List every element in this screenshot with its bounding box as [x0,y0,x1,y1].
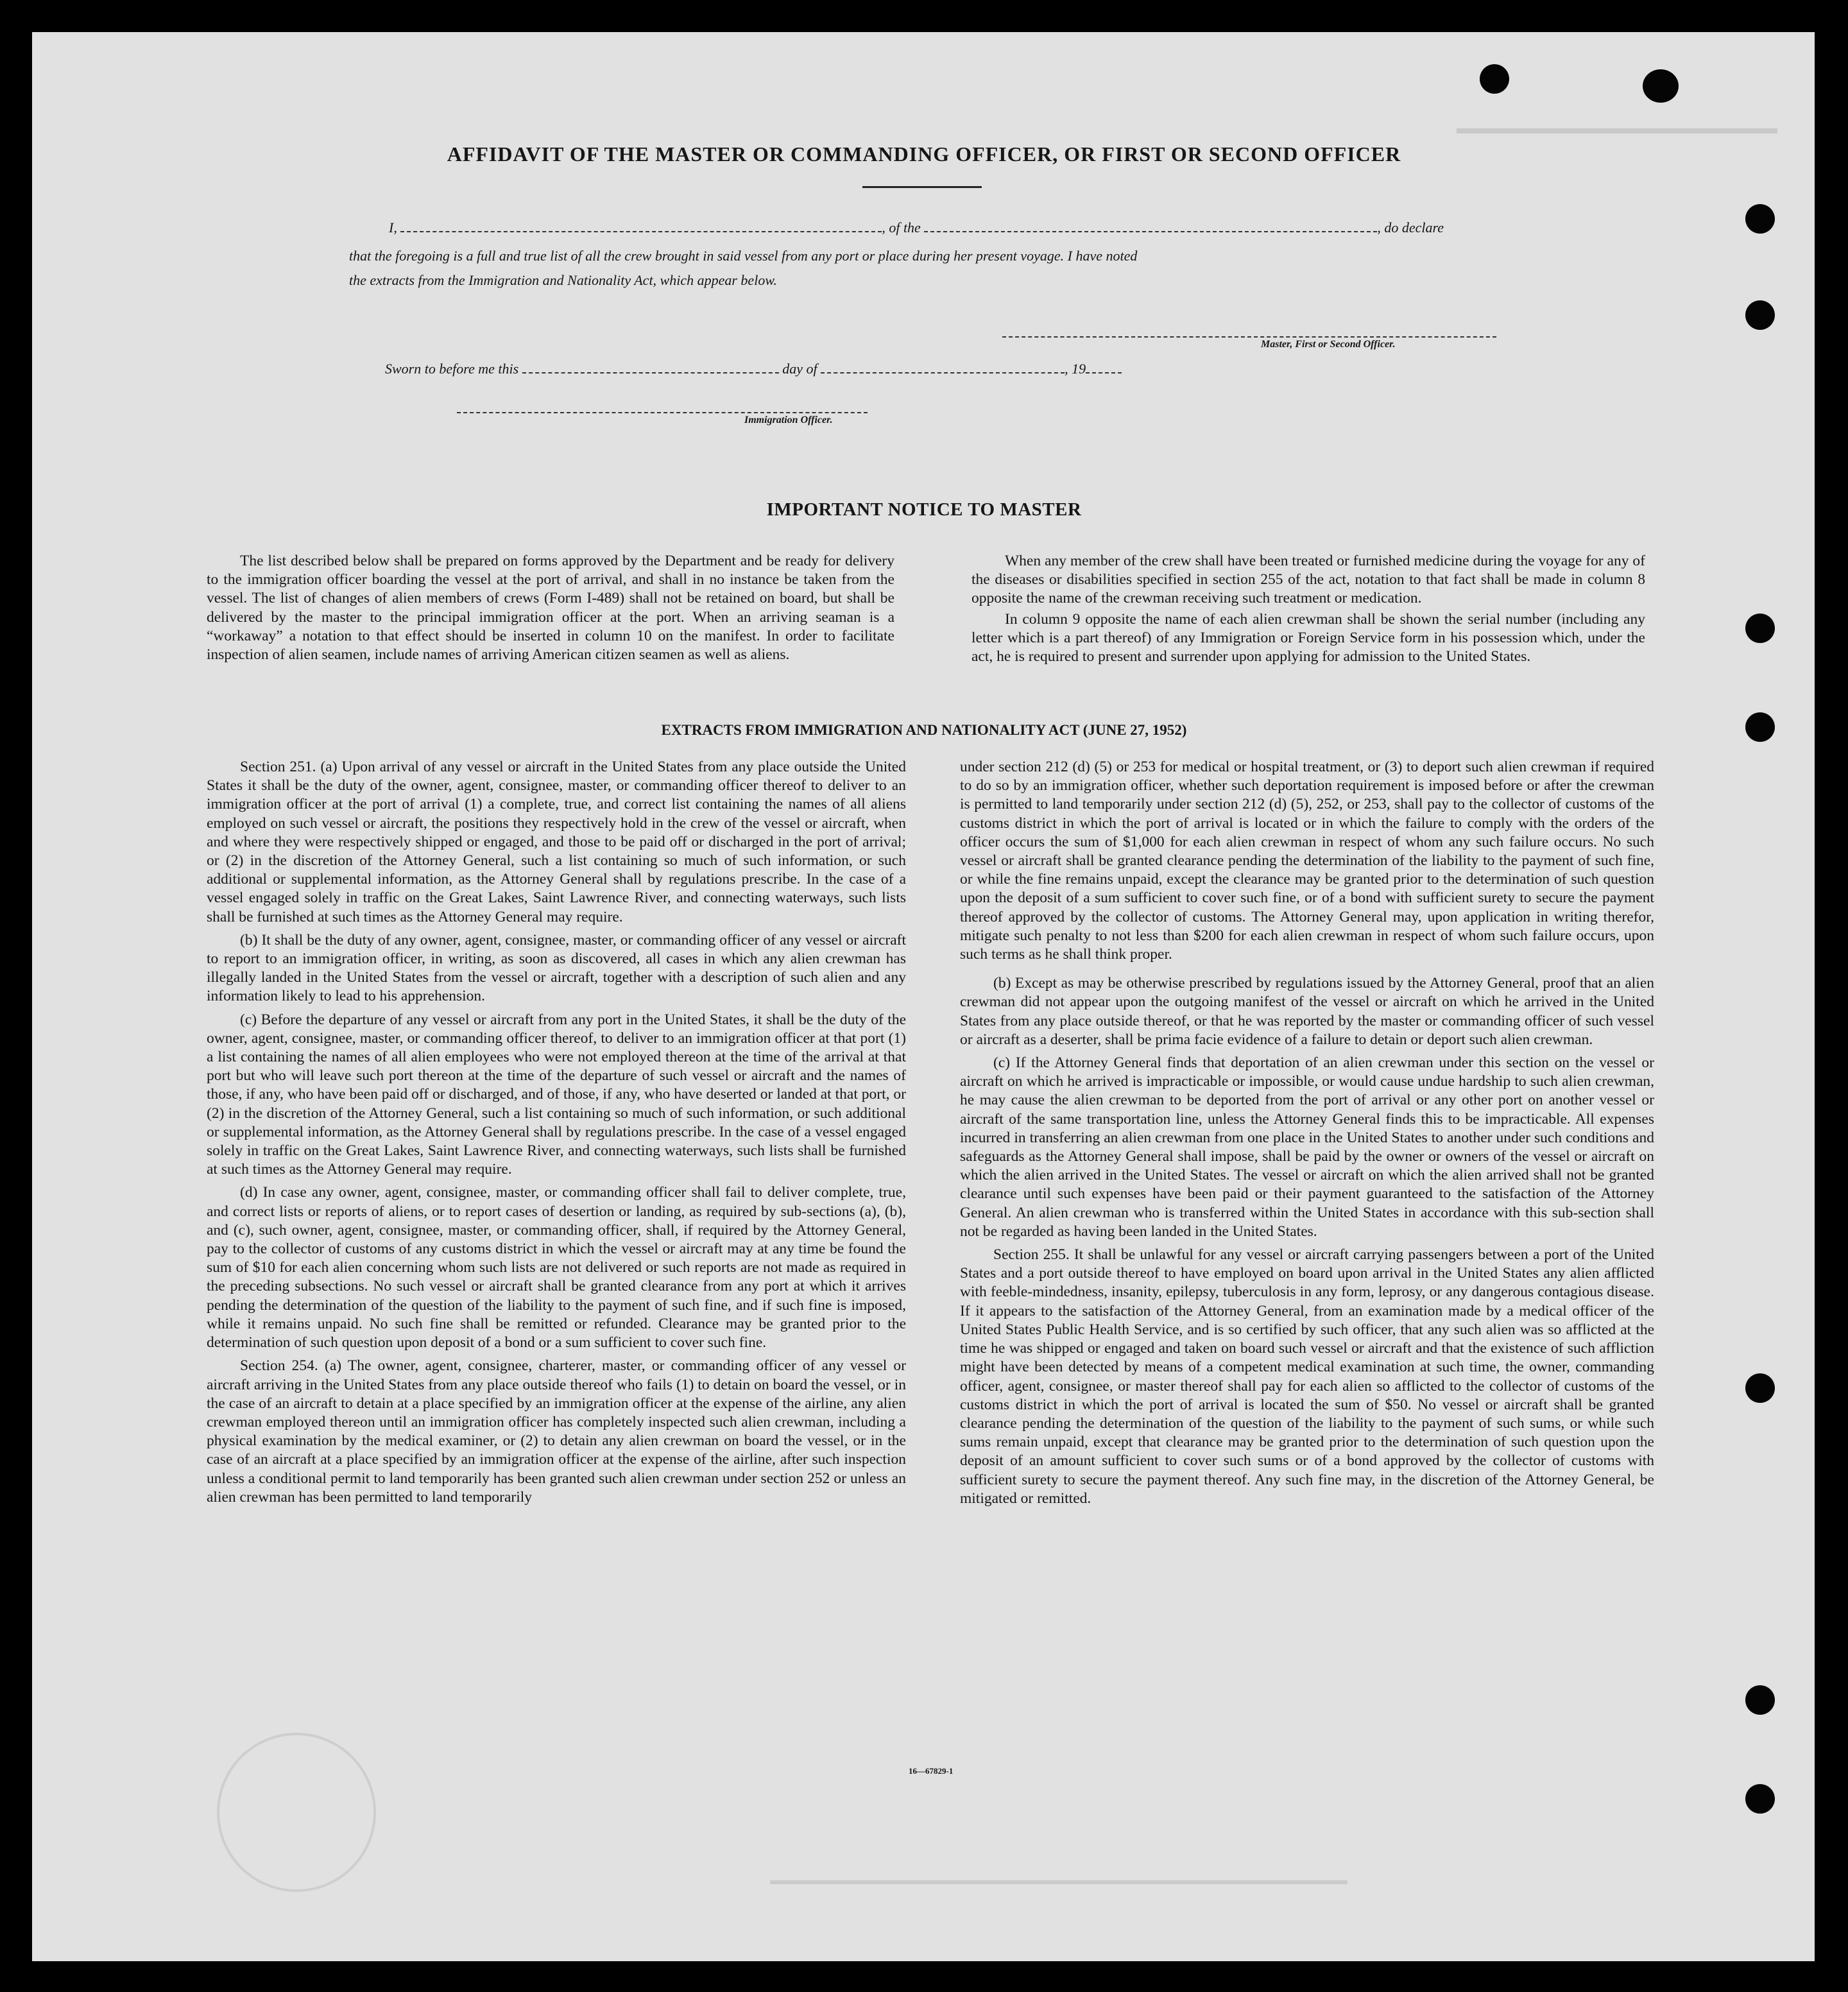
declaration-line [389,219,1444,236]
year-prefix: , 19 [1065,361,1086,377]
immigration-officer-label: Immigration Officer. [744,415,833,425]
year-field[interactable] [1086,363,1122,374]
master-signature-field[interactable] [1002,327,1496,338]
punch-hole [1643,69,1679,103]
extract-paragraph: (c) Before the departure of any vessel or aircraft from any port in the United States, it shall be the duty of the owner, agent, consignee, master, or commanding officer thereof, to deliver to an immigration officer at that port (1) a list containing the names of all alien employees who were not employed thereon at the time of the arrival at that port but who will leave such port thereon at the time of the departure of such vessel or aircraft and the names of those, if any, who have been paid off or discharged, and of those, if any, who have deserted or landed at that port, or (2) in the discretion of the Attorney General, such a list containing so much of such information, or such additional or supplemental information, as the Attorney General shall by regulations prescribe. In the case of a vessel engaged solely in traffic on the Great Lakes, Saint Lawrence River, and connecting waterways, such lists shall be furnished at such times as the Attorney General may require. [207,1011,906,1178]
extract-paragraph: (d) In case any owner, agent, consignee, master, or commanding officer shall fail to deliver complete, true, and correct lists or reports of aliens, or to report cases of desertion or landing, as required by sub-sections (a), (b), and (c), such owner, agent, consignee, master, or commanding officer, shall, if required by the Attorney General, pay to the collector of customs of any customs district in which the vessel or aircraft may at any time be found the sum of $10 for each alien concerning whom such lists are not delivered or such reports are not made as required in the preceding subsections. No such vessel or aircraft shall be granted clearance from any port at which it arrives pending the determination of the question of the liability to the payment of such fine, and if such fine is imposed, while it remains unpaid. No such fine shall be remitted or refunded. Clearance may be granted prior to the determination of such question upon deposit of a bond or a sum sufficient to cover such fine. [207,1184,906,1352]
form-code: 16—67829-1 [909,1766,954,1776]
extract-paragraph: (b) It shall be the duty of any owner, agent, consignee, master, or commanding officer of any vessel or aircraft to report to an immigration officer, in writing, as soon as discovered, all cases in which any alien crewman has illegally landed in the United States from the vessel or aircraft, together with a description of such alien and any information likely to lead to his apprehension. [207,931,906,1005]
declarant-name-field[interactable] [400,222,882,232]
extract-paragraph: (b) Except as may be otherwise prescribed by regulations issued by the Attorney General, proof that an alien crewman did not appear upon the outgoing manifest of the vessel or aircraft on which he arrived in the United States from any place outside thereof, or that he was reported by the master or commanding officer of such vessel or aircraft as a deserter, shall be prima facie evidence of a failure to detain or deport such alien crewman. [960,975,1654,1048]
sworn-label: Sworn to before me this [385,361,519,377]
extract-paragraph: Section 251. (a) Upon arrival of any vessel or aircraft in the United States from any place outside the United States it shall be the duty of the owner, agent, consignee, master, or commanding officer thereof to deliver to an immigration officer at the port of arrival (1) a complete, true, and correct list containing the names of all aliens employed on such vessel or aircraft, the positions they respectively hold in the crew of the vessel or aircraft, when and where they were respectively shipped or engaged, and those to be paid off or discharged in the port of arrival; or (2) in the discretion of the Attorney General, such a list containing so much of such information, or such additional or supplemental information, as the Attorney General shall by regulations prescribe. In the case of a vessel engaged solely in traffic on the Great Lakes, Saint Lawrence River, and connecting waterways, such lists shall be furnished at such times as the Attorney General may require. [207,759,906,925]
punch-hole [1745,300,1775,330]
punch-hole [1745,1784,1775,1814]
extracts-right-column [960,758,1654,1513]
bleed-through-seal [217,1733,376,1892]
month-field[interactable] [821,363,1065,374]
bleed-through-mark [770,1880,1348,1893]
notice-paragraph: The list described below shall be prepared on forms approved by the Department and be ready for delivery to the immigration officer boarding the vessel at the port of arrival, and shall in no instance be taken from the vessel. The list of changes of alien members of crews (Form I-489) shall not be retained on board, but shall be delivered by the master to the principal immigration officer at the port. When an arriving seaman is a “workaway” a notation to that effect should be inserted in column 10 on the manifest. In order to facilitate inspection of alien seamen, include names of arriving American citizen seamen as well as aliens. [207,553,894,664]
punch-hole [1745,204,1775,234]
extract-paragraph: under section 212 (d) (5) or 253 for medical or hospital treatment, or (3) to deport such alien crewman if required to do so by an immigration officer, whether such deportation requirement is imposed before or after the crewman is permitted to land temporarily under section 212 (d) (5), 252, or 253, shall pay to the collector of customs of the customs district in which the port of arrival is located or in which the failure to comply with the orders of the officer occurs the sum of $1,000 for each alien crewman in respect of whom any such failure occurs. No such vessel or aircraft shall be granted clearance pending the determination of the liability to the payment of such fine, or while the fine remains unpaid, except the clearance may be granted prior to the determination of such question upon the deposit of a sum sufficient to cover such fine, or of a bond with sufficient surety to secure the payment thereof approved by the collector of customs. The Attorney General may, upon application in writing therefor, mitigate such penalty to not less than $200 for each alien crewman in respect of whom such failure occurs, upon such terms as he shall think proper. [960,759,1654,963]
sworn-line [385,361,1122,377]
extracts-left-column [207,758,906,1511]
title-rule [862,186,982,188]
declarant-label: I, [389,219,397,236]
declaration-text-2: that the foregoing is a full and true list of all the crew brought in said vessel from any port or place during her present voyage. I have noted [349,248,1138,264]
punch-hole [1745,614,1775,643]
notice-heading: IMPORTANT NOTICE TO MASTER [766,499,1082,520]
extract-paragraph: Section 255. It shall be unlawful for any vessel or aircraft carrying passengers between a port of the United States and a port outside thereof to have employed on board upon arrival in the United States any alien afflicted with feeble-mindedness, insanity, epilepsy, tuberculosis in any form, leprosy, or any dangerous contagious disease. If it appears to the satisfaction of the Attorney General, from an examination made by a medical officer of the United States Public Health Service, and is so certified by such officer, that any such alien was so afflicted at the time he was shipped or engaged and taken on board such vessel or aircraft and that the existence of such affliction might have been detected by means of a competent medical examination at such time, the owner, commanding officer, agent, consignee, or master thereof shall pay for each alien so afflicted to the collector of customs of the customs district in which the port of arrival is located the sum of $50. No vessel or aircraft shall be granted clearance pending the determination of the question of the liability to the payment of such sums, or while such sums remain unpaid, except that clearance may be granted prior to the determination of such question upon the deposit of an amount sufficient to cover such sums or of a bond approved by the collector of customs with sufficient surety to secure the payment thereof. Any such fine may, in the discretion of the Attorney General, be mitigated or remitted. [960,1246,1654,1507]
notice-left-column [207,552,894,669]
punch-hole [1480,64,1509,94]
declaration-text-3: the extracts from the Immigration and Nationality Act, which appear below. [349,272,777,288]
punch-hole [1745,1373,1775,1403]
master-signature-label: Master, First or Second Officer. [1261,339,1396,350]
of-the-label: , of the [882,219,921,236]
do-declare-label: , do declare [1377,219,1444,236]
immigration-officer-signature-field[interactable] [457,403,868,413]
notice-paragraph: In column 9 opposite the name of each alien crewman shall be shown the serial number (including any letter which is a part thereof) of any Immigration or Foreign Service form in his possession which, under the act, he is required to present and surrender upon applying for admission to the United States. [971,610,1645,665]
affidavit-title: AFFIDAVIT OF THE MASTER OR COMMANDING OFFICER, OR FIRST OR SECOND OFFICER [447,142,1401,166]
day-of-label: day of [782,361,817,377]
sworn-date-field[interactable] [522,363,779,374]
notice-paragraph: When any member of the crew shall have been treated or furnished medicine during the voyage for any of the diseases or disabilities specified in section 255 of the act, notation to that fact shall be made in column 8 opposite the name of the crewman receiving such treatment or medication. [971,553,1645,607]
punch-hole [1745,1685,1775,1715]
extract-paragraph: Section 254. (a) The owner, agent, consignee, charterer, master, or commanding officer of any vessel or aircraft arriving in the United States from any place outside thereof who fails (1) to detain on board the vessel, or in the case of an aircraft to detain at a place specified by an immigration officer at the expense of the airline, any alien crewman employed thereon until an immigration officer has completely inspected such alien crewman, including a physical examination by the medical examiner, or (2) to detain any alien crewman on board the vessel, or in the case of an aircraft at a place specified by an immigration officer at the expense of the airline, after such inspection unless a conditional permit to land temporarily has been granted such alien crewman under section 252 or unless an alien crewman has been permitted to land temporarily [207,1357,906,1506]
extracts-heading: EXTRACTS FROM IMMIGRATION AND NATIONALITY ACT (JUNE 27, 1952) [661,722,1187,738]
extract-paragraph: (c) If the Attorney General finds that deportation of an alien crewman under this section on the vessel or aircraft on which he arrived is impracticable or impossible, or would cause undue hardship to such alien crewman, he may cause the alien crewman to be deported from the port of arrival or any other port on another vessel or aircraft of the same transportation line, unless the Attorney General finds this to be impracticable. All expenses incurred in transferring an alien crewman from one place in the United States to another under such conditions and safeguards as the Attorney General shall impose, shall be paid by the owner or owners of the vessel or aircraft on which the alien arrived in the United States. The vessel or aircraft on which the alien arrived shall not be granted clearance until such expenses have been paid or their payment guaranteed to the satisfaction of the Attorney General. An alien crewman who is transferred within the United States in accordance with this sub-section shall not be regarded as having been landed in the United States. [960,1054,1654,1240]
notice-right-column [971,552,1645,671]
vessel-name-field[interactable] [924,222,1377,232]
